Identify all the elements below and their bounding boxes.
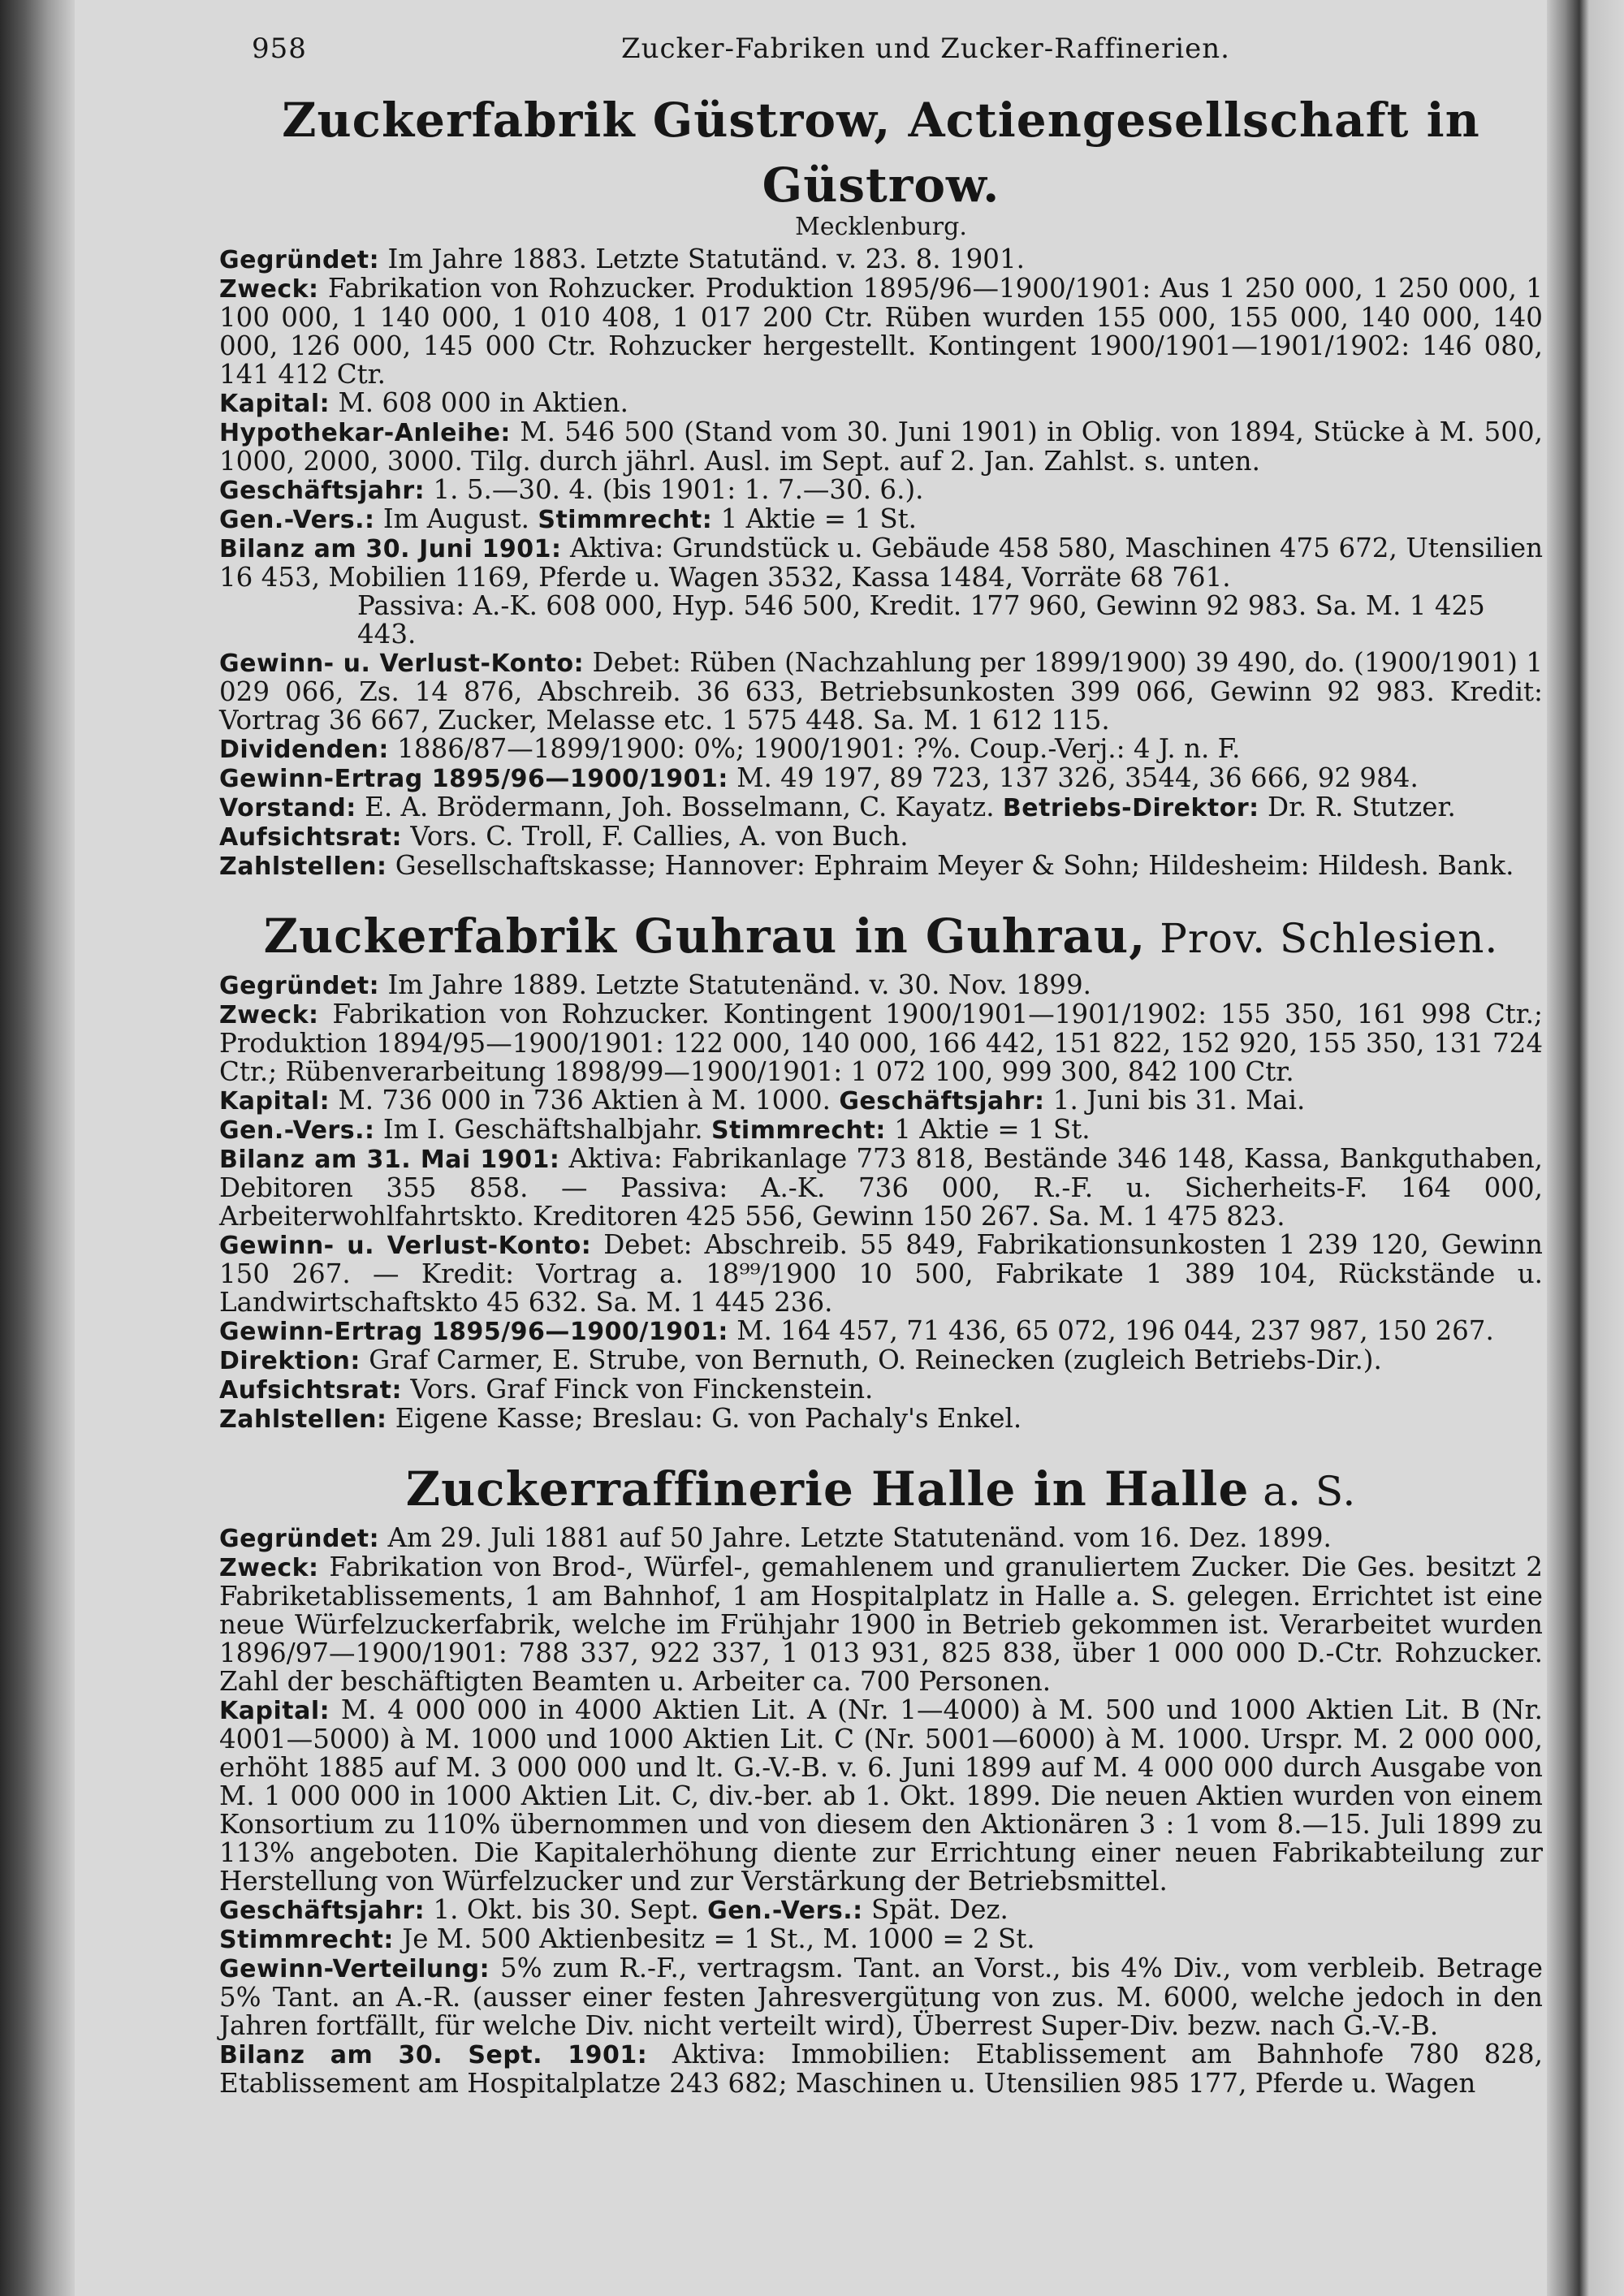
entry-paragraph [171,1405,1543,1434]
page-edge-right [1547,0,1624,2296]
entry-paragraph [171,1086,1543,1116]
company-title [219,904,1543,971]
field-text: 1. Okt. bis 30. Sept. [433,1894,699,1925]
field-text: Am 29. Juli 1881 auf 50 Jahre. Letzte Statutenänd. vom 16. Dez. 1899. [387,1522,1332,1553]
entry-paragraph [171,1696,1543,1896]
running-header [219,32,1543,84]
entry-paragraph [171,1524,1543,1553]
field-label: Gewinn-Ertrag 1895/96—1900/1901: [219,765,728,793]
field-label: Zahlstellen: [219,852,387,881]
field-label: Geschäftsjahr: [839,1087,1045,1116]
field-text: Spät. Dez. [870,1894,1009,1925]
entry-paragraph [171,649,1543,735]
entry-paragraph [171,1145,1543,1231]
field-label: Bilanz am 30. Sept. 1901: [219,2041,648,2069]
entries-list [219,88,1543,2098]
field-text: M. 164 457, 71 436, 65 072, 196 044, 237 987, 150 267. [736,1315,1494,1346]
entry-paragraph [171,1925,1543,1954]
field-label: Gen.-Vers.: [707,1897,863,1925]
field-label: Aufsichtsrat: [219,1376,402,1405]
field-text: M. 49 197, 89 723, 137 326, 3544, 36 666, 92 984. [736,762,1419,793]
running-head: Zucker-Fabriken und Zucker-Raffinerien. [621,32,1230,65]
entry-paragraph [171,534,1543,592]
field-label: Geschäftsjahr: [219,477,425,505]
entry-paragraph [171,505,1543,534]
entry-paragraph [171,274,1543,389]
field-text: 1. 5.—30. 4. (bis 1901: 1. 7.—30. 6.). [433,474,924,505]
field-label: Stimmrecht: [538,506,713,534]
field-label: Dividenden: [219,736,389,764]
field-text: M. 546 500 (Stand vom 30. Juni 1901) in Oblig. von 1894, Stücke à M. 500, 1000, 2000, 3000. Tilg. durch jährl. Ausl. im Sept. auf 2. Jan. Zahlst. s. unten. [219,416,1543,477]
field-label: Zweck: [219,1554,319,1582]
entry-paragraph [219,592,1543,649]
entry-paragraph [171,1116,1543,1145]
field-text: Im I. Geschäftshalbjahr. [382,1114,703,1145]
field-text: Im Jahre 1889. Letzte Statutenänd. v. 30. Nov. 1899. [387,969,1091,1000]
field-label: Gewinn- u. Verlust-Konto: [219,1232,592,1260]
entry-paragraph [171,1954,1543,2040]
field-text: Vors. Graf Finck von Finckenstein. [410,1374,874,1405]
entry-paragraph [171,735,1543,764]
field-label: Stimmrecht: [710,1116,886,1145]
field-label: Zweck: [219,275,319,304]
entry-paragraph [171,1000,1543,1086]
field-label: Kapital: [219,390,330,418]
entry-paragraph [171,852,1543,881]
field-text: Fabrikation von Brod-, Würfel-, gemahlenem und granuliertem Zucker. Die Ges. besitzt 2 Fabriketablissements, 1 am Bahnhof, 1 am Hospitalplatz in Halle a. S. gelegen. Errichtet ist eine neue Würfelzuckerfabrik, welche im Frühjahr 1900 in Betrieb gekommen ist. Verarbeitet wurden 1896/97—1900/1901: 788 337, 922 337, 1 013 931, 825 838, über 1 000 000 D.-Ctr. Rohzucker. Zahl der beschäftigten Beamten u. Arbeiter ca. 700 Personen. [219,1552,1543,1697]
field-text: M. 608 000 in Aktien. [338,387,628,418]
company-location: a. S. [1249,1468,1357,1515]
company-region: Mecklenburg. [795,213,967,241]
field-text: Fabrikation von Rohzucker. Kontingent 1900/1901—1901/1902: 155 350, 161 998 Ctr.; Produktion 1894/95—1900/1901: 122 000, 140 000, 166 442, 151 822, 152 920, 155 350, 131 724 Ctr.; Rübenverarbeitung 1898/99—1900/1901: 1 072 100, 999 300, 842 100 Ctr. [219,999,1543,1087]
entry-paragraph [171,1896,1543,1925]
entry-paragraph [171,476,1543,505]
field-label: Gen.-Vers.: [219,1116,375,1145]
field-text: E. A. Brödermann, Joh. Bosselmann, C. Kayatz. [365,792,995,822]
entry-paragraph [171,245,1543,274]
field-label: Gewinn- u. Verlust-Konto: [219,650,585,678]
field-label: Bilanz am 31. Mai 1901: [219,1146,560,1174]
entry-paragraph [171,2040,1543,2098]
entry-paragraph [171,1553,1543,1696]
field-label: Kapital: [219,1697,330,1725]
entry-paragraph [171,1375,1543,1405]
field-label: Gewinn-Ertrag 1895/96—1900/1901: [219,1318,728,1346]
company-entry [219,88,1543,881]
company-location: Prov. Schlesien. [1146,915,1499,962]
entry-paragraph [171,389,1543,418]
field-text: 1 Aktie = 1 St. [720,503,917,534]
field-label: Direktion: [219,1347,361,1375]
field-text: M. 736 000 in 736 Aktien à M. 1000. [338,1085,831,1116]
field-text: Dr. R. Stutzer. [1268,792,1456,822]
field-label: Gegründet: [219,972,380,1000]
field-text: 1. Juni bis 31. Mai. [1052,1085,1306,1116]
page-number: 958 [252,32,307,65]
field-text: Aktiva: Immobilien: Etablissement am Bahnhofe 780 828, Etablissement am Hospitalplatze 243 682; Maschinen u. Utensilien 985 177, Pferde u. Wagen [219,2039,1543,2099]
field-label: Zweck: [219,1001,319,1029]
company-name: Zuckerraffinerie Halle in Halle [405,1461,1250,1517]
field-label: Gegründet: [219,246,380,274]
field-label: Stimmrecht: [219,1926,394,1954]
field-label: Hypothekar-Anleihe: [219,419,511,447]
field-label: Bilanz am 30. Juni 1901: [219,535,562,563]
entry-paragraph [171,1317,1543,1346]
field-text: 5% zum R.-F., vertragsm. Tant. an Vorst., bis 4% Div., vom verbleib. Betrage 5% Tant. an A.-R. (ausser einer festen Jahresvergütung von zus. M. 6000, welche jedoch in den Jahren fortfällt, für welche Div. nicht verteilt wird), Überrest Super-Div. bezw. nach G.-V.-B. [219,1953,1544,2041]
field-label: Zahlstellen: [219,1405,387,1434]
field-text: Vors. C. Troll, F. Callies, A. von Buch. [410,821,909,852]
company-entry [219,904,1543,1434]
field-text: Im Jahre 1883. Letzte Statutänd. v. 23. 8. 1901. [387,244,1025,274]
field-label: Gegründet: [219,1525,380,1553]
entry-paragraph [171,1231,1543,1317]
field-text: Debet: Abschreib. 55 849, Fabrikationsunkosten 1 239 120, Gewinn 150 267. — Kredit: Vortrag a. 18⁹⁹/1900 10 500, Fabrikate 1 389 104, Rückstände u. Landwirtschaftskto 45 632. Sa. M. 1 445 236. [219,1229,1543,1318]
field-text: Im August. [382,503,530,534]
field-label: Aufsichtsrat: [219,823,402,852]
field-text: Eigene Kasse; Breslau: G. von Pachaly's Enkel. [395,1403,1022,1434]
entry-paragraph [171,764,1543,793]
field-label: Geschäftsjahr: [219,1897,425,1925]
field-text: Graf Carmer, E. Strube, von Bernuth, O. Reinecken (zugleich Betriebs-Dir.). [369,1344,1382,1375]
entry-paragraph [171,1346,1543,1375]
field-text: Aktiva: Fabrikanlage 773 818, Bestände 346 148, Kassa, Bankguthaben, Debitoren 355 858. — Passiva: A.-K. 736 000, R.-F. u. Sicherheits-F. 164 000, Arbeiterwohlfahrtskto. Kreditoren 425 556, Gewinn 150 267. Sa. M. 1 475 823. [219,1143,1544,1232]
field-label: Kapital: [219,1087,330,1116]
company-title [219,1457,1543,1524]
field-text: Gesellschaftskasse; Hannover: Ephraim Meyer & Sohn; Hildesheim: Hildesh. Bank. [395,850,1514,881]
entry-paragraph [171,418,1543,476]
entry-paragraph [171,822,1543,852]
company-entry [219,1457,1543,2098]
field-text: M. 4 000 000 in 4000 Aktien Lit. A (Nr. 1—4000) à M. 500 und 1000 Aktien Lit. B (Nr. 4001—5000) à M. 1000 und 1000 Aktien Lit. C (Nr. 5001—6000) à M. 1000. Urspr. M. 2 000 000, erhöht 1885 auf M. 3 000 000 und lt. G.-V.-B. v. 6. Juni 1899 auf M. 4 000 000 durch Ausgabe von M. 1 000 000 in 1000 Aktien Lit. C, div.-ber. ab 1. Okt. 1899. Die neuen Aktien wurden von einem Konsortium zu 110% übernommen und von diesem den Aktionären 3 : 1 vom 8.—15. Juli 1899 zu 113% angeboten. Die Kapitalerhöhung diente zur Errichtung einer neuen Fabrikabteilung zur Herstellung von Würfelzucker und zur Verstärkung der Betriebsmittel. [219,1694,1543,1897]
field-text: Passiva: A.-K. 608 000, Hyp. 546 500, Kredit. 177 960, Gewinn 92 983. Sa. M. 1 425 443. [357,590,1485,650]
field-text: 1 Aktie = 1 St. [894,1114,1091,1145]
field-label: Vorstand: [219,794,356,822]
entry-paragraph [171,793,1543,822]
company-name: Zuckerfabrik Guhrau in Guhrau, [263,908,1147,964]
entry-paragraph [171,971,1543,1000]
book-gutter-left [0,0,75,2296]
field-label: Gen.-Vers.: [219,506,375,534]
company-title [219,88,1543,218]
company-name: Zuckerfabrik Güstrow, Actiengesellschaft in Güstrow. [282,93,1480,213]
page-content [219,32,1543,2121]
field-label: Betriebs-Direktor: [1002,794,1259,822]
field-text: Aktiva: Grundstück u. Gebäude 458 580, Maschinen 475 672, Utensilien 16 453, Mobilien 1169, Pferde u. Wagen 3532, Kassa 1484, Vorräte 68 761. [219,533,1543,593]
field-label: Gewinn-Verteilung: [219,1955,490,1983]
field-text: Fabrikation von Rohzucker. Produktion 1895/96—1900/1901: Aus 1 250 000, 1 250 000, 1 100 000, 1 140 000, 1 010 408, 1 017 200 Ctr. Rüben wurden 155 000, 155 000, 140 000, 140 000, 126 000, 145 000 Ctr. Rohzucker hergestellt. Kontingent 1900/1901—1901/1902: 146 080, 141 412 Ctr. [219,273,1543,390]
field-text: 1886/87—1899/1900: 0%; 1900/1901: ?%. Coup.-Verj.: 4 J. n. F. [397,733,1241,764]
field-text: Je M. 500 Aktienbesitz = 1 St., M. 1000 = 2 St. [402,1923,1035,1954]
field-text: Debet: Rüben (Nachzahlung per 1899/1900) 39 490, do. (1900/1901) 1 029 066, Zs. 14 876, Abschreib. 36 633, Betriebsunkosten 399 066, Gewinn 92 983. Kredit: Vortrag 36 667, Zucker, Melasse etc. 1 575 448. Sa. M. 1 612 115. [219,647,1543,736]
